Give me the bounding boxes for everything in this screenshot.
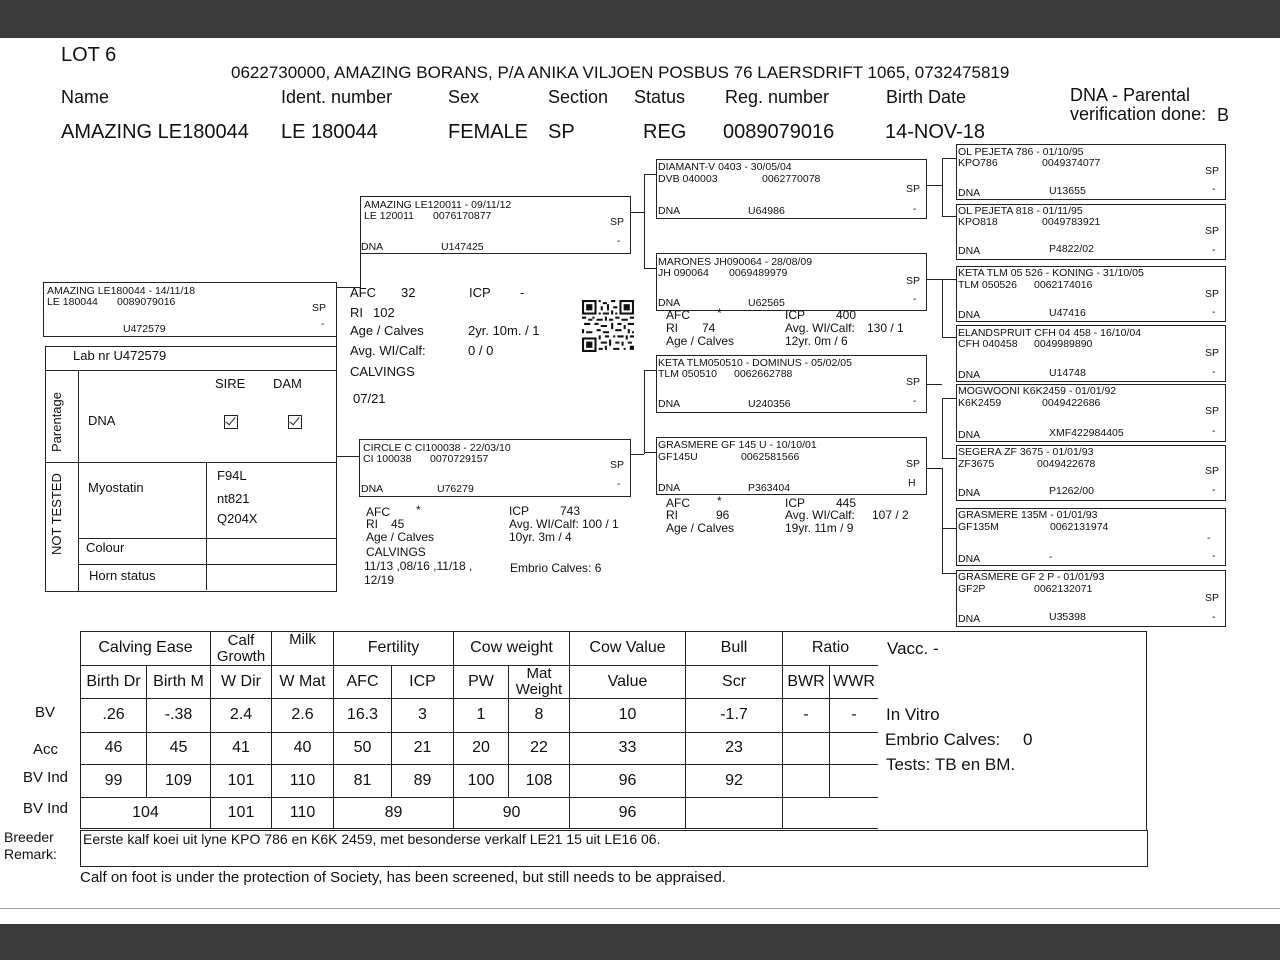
table-row: .26 -.38 2.4 2.6 16.3 3 1 8 10 -1.7 - - — [81, 699, 879, 733]
sire-dna-checkbox — [224, 415, 238, 429]
dna-verification-value: B — [1217, 105, 1230, 125]
reg-label: Reg. number — [725, 87, 830, 107]
animal-name: AMAZING LE180044 — [61, 121, 249, 143]
group-fertility: Fertility — [334, 632, 454, 666]
group-calf-growth: Calf Growth — [211, 632, 272, 666]
great-grandparent-box: GRASMERE 135M - 01/01/93 GF135M 0062131974 - - DNA - — [956, 508, 1226, 566]
great-grandparent-box: KETA TLM 05 526 - KONING - 31/10/05 TLM 050526 0062174016 SP - DNA U47416 — [956, 266, 1226, 322]
bv-table: Calving Ease Calf Growth Milk Fertility Cow weight Cow Value Bull Ratio Birth Dr Birth M W Dir W Mat AFC ICP PW Mat Weight Value Scr BWR WWR .26 -.38 2.4 2.6 16.3 3 1 8 10 -1.7 - - 46 45 41 40 50 21 20 22 33 23 99 109 101 110 81 89 100 108 96 92 104 101 110 89 90 96 — [80, 631, 879, 829]
not-tested-label: NOT TESTED — [49, 473, 64, 555]
group-calving-ease: Calving Ease — [81, 632, 211, 666]
status-label: Status — [634, 87, 686, 107]
group-ratio: Ratio — [783, 632, 879, 666]
table-row: 104 101 110 89 90 96 — [81, 798, 879, 829]
ident-number: LE 180044 — [281, 121, 378, 143]
grandparent-box: MARONES JH090064 - 28/08/09 JH 090064 0069489979 SP - DNA U62565 — [656, 253, 927, 311]
dna-verification-label: verification done: — [1070, 104, 1207, 124]
sex-label: Sex — [448, 87, 480, 107]
table-row: 99 109 101 110 81 89 100 108 96 92 — [81, 765, 879, 798]
footer-note: Calf on foot is under the protection of Society, has been screened, but still needs to be appraised. — [80, 869, 726, 886]
group-cow-value: Cow Value — [570, 632, 686, 666]
bottom-bar — [0, 924, 1280, 960]
ident-label: Ident. number — [281, 87, 393, 107]
dna-parental-label: DNA - Parental — [1070, 85, 1191, 105]
animal-box: AMAZING LE180044 - 14/11/18 LE 180044 0089079016 SP - U472579 — [43, 282, 337, 337]
dam-box: CIRCLE C CI100038 - 22/03/10 CI 100038 0070729157 SP - DNA U76279 — [359, 439, 631, 497]
great-grandparent-box: MOGWOONI K6K2459 - 01/01/92 K6K2459 0049422686 SP - DNA XMF422984405 — [956, 384, 1226, 442]
remark-text: Eerste kalf koei uit lyne KPO 786 en K6K 2459, met besonderse verkalf LE21 15 uit LE16 06. — [83, 831, 661, 847]
section-value: SP — [548, 121, 575, 143]
top-bar — [0, 0, 1280, 38]
name-label: Name — [61, 87, 110, 107]
qr-code — [582, 300, 634, 352]
breeder-line: 0622730000, AMAZING BORANS, P/A ANIKA VILJOEN POSBUS 76 LAERSDRIFT 1065, 0732475819 — [231, 63, 1010, 82]
section-label: Section — [548, 87, 609, 107]
table-row: 46 45 41 40 50 21 20 22 33 23 — [81, 733, 879, 765]
lot-number: LOT 6 — [61, 44, 117, 66]
great-grandparent-box: OL PEJETA 786 - 01/10/95 KPO786 0049374077 SP - DNA U13655 — [956, 144, 1226, 200]
sire-box: AMAZING LE120011 - 09/11/12 LE 120011 0076170877 SP - DNA U147425 — [360, 196, 631, 254]
group-cow-weight: Cow weight — [454, 632, 570, 666]
dam-dna-checkbox — [288, 415, 302, 429]
birth-date: 14-NOV-18 — [885, 121, 986, 143]
grandparent-box: GRASMERE GF 145 U - 10/10/01 GF145U 0062581566 SP H DNA P363404 — [656, 437, 927, 495]
great-grandparent-box: OL PEJETA 818 - 01/11/95 KPO818 0049783921 SP - DNA P4822/02 — [956, 204, 1226, 260]
great-grandparent-box: ELANDSPRUIT CFH 04 458 - 16/10/04 CFH 040458 0049989890 SP - DNA U14748 — [956, 325, 1226, 382]
parentage-label: Parentage — [49, 392, 64, 452]
group-bull: Bull — [686, 632, 783, 666]
lab-number: Lab nr U472579 — [73, 348, 167, 363]
sex-value: FEMALE — [448, 121, 529, 143]
grandparent-box: KETA TLM050510 - DOMINUS - 05/02/05 TLM 050510 0062662788 SP - DNA U240356 — [656, 355, 927, 413]
group-milk: Milk — [272, 632, 334, 666]
great-grandparent-box: GRASMERE GF 2 P - 01/01/93 GF2P 0062132071 SP - DNA U35398 — [956, 570, 1226, 627]
reg-number: 0089079016 — [723, 121, 835, 143]
grandparent-box: DIAMANT-V 0403 - 30/05/04 DVB 040003 0062770078 SP - DNA U64986 — [656, 159, 927, 219]
birth-label: Birth Date — [886, 87, 967, 107]
status-value: REG — [643, 121, 687, 143]
great-grandparent-box: SEGERA ZF 3675 - 01/01/93 ZF3675 0049422678 SP - DNA P1262/00 — [956, 445, 1226, 501]
